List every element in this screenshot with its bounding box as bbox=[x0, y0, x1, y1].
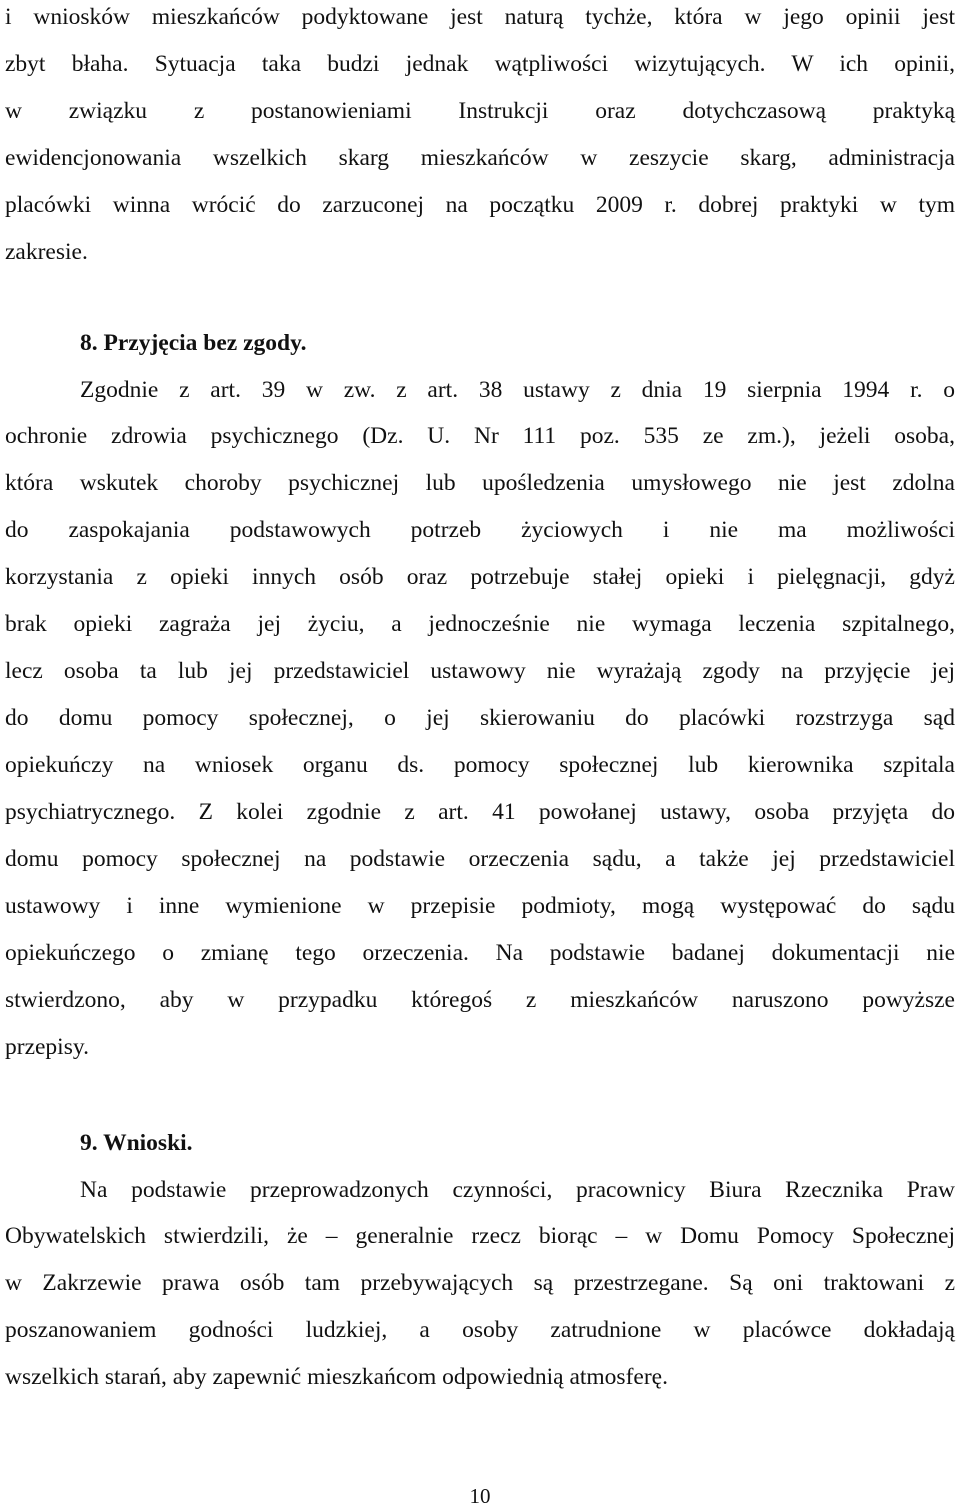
text-line: Zgodnie z art. 39 w zw. z art. 38 ustawy z dnia 19 sierpnia 1994 r. o bbox=[80, 377, 955, 403]
text-line: opiekuńczego o zmianę tego orzeczenia. Na podstawie badanej dokumentacji nie bbox=[5, 940, 955, 966]
text-line: przepisy. bbox=[5, 1034, 89, 1060]
text-line: zbyt błaha. Sytuacja taka budzi jednak wątpliwości wizytujących. W ich opinii, bbox=[5, 51, 955, 77]
text-line: do domu pomocy społecznej, o jej skierowaniu do placówki rozstrzyga sąd bbox=[5, 705, 955, 731]
text-line: psychiatrycznego. Z kolei zgodnie z art. 41 powołanej ustawy, osoba przyjęta do bbox=[5, 799, 955, 825]
text-line: domu pomocy społecznej na podstawie orzeczenia sądu, a także jej przedstawiciel bbox=[5, 846, 955, 872]
text-line: która wskutek choroby psychicznej lub upośledzenia umysłowego nie jest zdolna bbox=[5, 470, 955, 496]
text-line: placówki winna wrócić do zarzuconej na początku 2009 r. dobrej praktyki w tym bbox=[5, 192, 955, 218]
text-line: do zaspokajania podstawowych potrzeb życiowych i nie ma możliwości bbox=[5, 517, 955, 543]
text-line: ochronie zdrowia psychicznego (Dz. U. Nr 111 poz. 535 ze zm.), jeżeli osoba, bbox=[5, 423, 955, 449]
section-heading-8: 8. Przyjęcia bez zgody. bbox=[80, 330, 307, 356]
text-line: wszelkich starań, aby zapewnić mieszkańcom odpowiednią atmosferę. bbox=[5, 1364, 668, 1390]
section-heading-9: 9. Wnioski. bbox=[80, 1130, 193, 1156]
text-line: ustawowy i inne wymienione w przepisie podmioty, mogą występować do sądu bbox=[5, 893, 955, 919]
text-line: Na podstawie przeprowadzonych czynności, pracownicy Biura Rzecznika Praw bbox=[80, 1177, 955, 1203]
text-line: Obywatelskich stwierdzili, że – generalnie rzecz biorąc – w Domu Pomocy Społecznej bbox=[5, 1223, 955, 1249]
text-line: w Zakrzewie prawa osób tam przebywających są przestrzegane. Są oni traktowani z bbox=[5, 1270, 955, 1296]
text-line: zakresie. bbox=[5, 239, 88, 265]
text-line: w związku z postanowieniami Instrukcji oraz dotychczasową praktyką bbox=[5, 98, 955, 124]
page-number: 10 bbox=[469, 1484, 491, 1508]
text-line: brak opieki zagraża jej życiu, a jednocześnie nie wymaga leczenia szpitalnego, bbox=[5, 611, 955, 637]
text-line: opiekuńczy na wniosek organu ds. pomocy społecznej lub kierownika szpitala bbox=[5, 752, 955, 778]
text-line: lecz osoba ta lub jej przedstawiciel ustawowy nie wyrażają zgody na przyjęcie jej bbox=[5, 658, 955, 684]
text-line: stwierdzono, aby w przypadku któregoś z mieszkańców naruszono powyższe bbox=[5, 987, 955, 1013]
text-line: korzystania z opieki innych osób oraz potrzebuje stałej opieki i pielęgnacji, gdyż bbox=[5, 564, 955, 590]
text-line: ewidencjonowania wszelkich skarg mieszkańców w zeszycie skarg, administracja bbox=[5, 145, 955, 171]
text-line: i wniosków mieszkańców podyktowane jest naturą tychże, która w jego opinii jest bbox=[5, 4, 955, 30]
text-line: poszanowaniem godności ludzkiej, a osoby zatrudnione w placówce dokładają bbox=[5, 1317, 955, 1343]
